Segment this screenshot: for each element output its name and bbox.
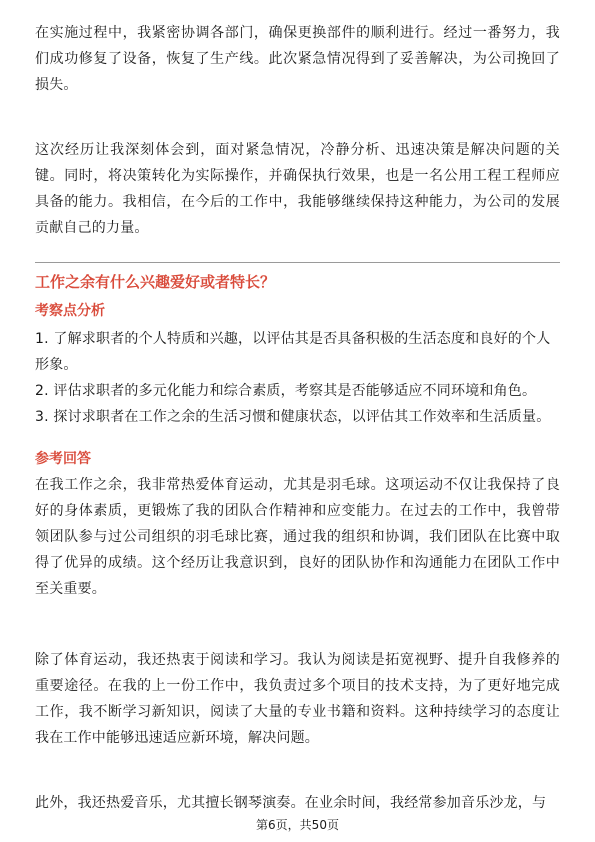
answer-paragraph-music: 此外，我还热爱音乐，尤其擅长钢琴演奏。在业余时间，我经常参加音乐沙龙，与 — [35, 795, 547, 811]
page-number: 第6页，共50页 — [256, 818, 339, 832]
analysis-label: 考察点分析 — [35, 303, 105, 319]
answer-paragraph-reading: 除了体育运动，我还热衷于阅读和学习。我认为阅读是拓宽视野、提升自我修养的重要途径。在我的上一份工作中，我负责过多个项目的技术支持，为了更好地完成工作，我不断学习新知识，阅读了大量的专业书籍和资料。这种持续学习的态度让我在工作中能够迅速适应新环境，解决问题。 — [35, 652, 560, 746]
interview-question: 工作之余有什么兴趣爱好或者特长？ — [35, 273, 276, 291]
analysis-point: 3. 探讨求职者在工作之余的生活习惯和健康状态，以评估其工作效率和生活质量。 — [35, 409, 551, 425]
answer-label: 参考回答 — [35, 451, 91, 467]
answer-paragraph-sports: 在我工作之余，我非常热爱体育运动，尤其是羽毛球。这项运动不仅让我保持了良好的身体素质，更锻炼了我的团队合作精神和应变能力。在过去的工作中，我曾带领团队参与过公司组织的羽毛球比赛，通过我的组织和协调，我们团队在比赛中取得了优异的成绩。这个经历让我意识到，良好的团队协作和沟通能力在团队工作中至关重要。 — [35, 477, 560, 597]
analysis-point: 2. 评估求职者的多元化能力和综合素质，考察其是否能够适应不同环境和角色。 — [35, 383, 537, 399]
analysis-point: 1. 了解求职者的个人特质和兴趣，以评估其是否具备积极的生活态度和良好的个人形象。 — [35, 331, 551, 373]
paragraph-implementation: 在实施过程中，我紧密协调各部门，确保更换部件的顺利进行。经过一番努力，我们成功修复了设备，恢复了生产线。此次紧急情况得到了妥善解决，为公司挽回了损失。 — [35, 25, 560, 93]
section-divider — [35, 262, 560, 263]
paragraph-reflection: 这次经历让我深刻体会到，面对紧急情况，冷静分析、迅速决策是解决问题的关键。同时，将决策转化为实际操作，并确保执行效果，也是一名公用工程工程师应具备的能力。我相信，在今后的工作中，我能够继续保持这种能力，为公司的发展贡献自己的力量。 — [35, 142, 560, 236]
analysis-points-list — [35, 326, 560, 430]
